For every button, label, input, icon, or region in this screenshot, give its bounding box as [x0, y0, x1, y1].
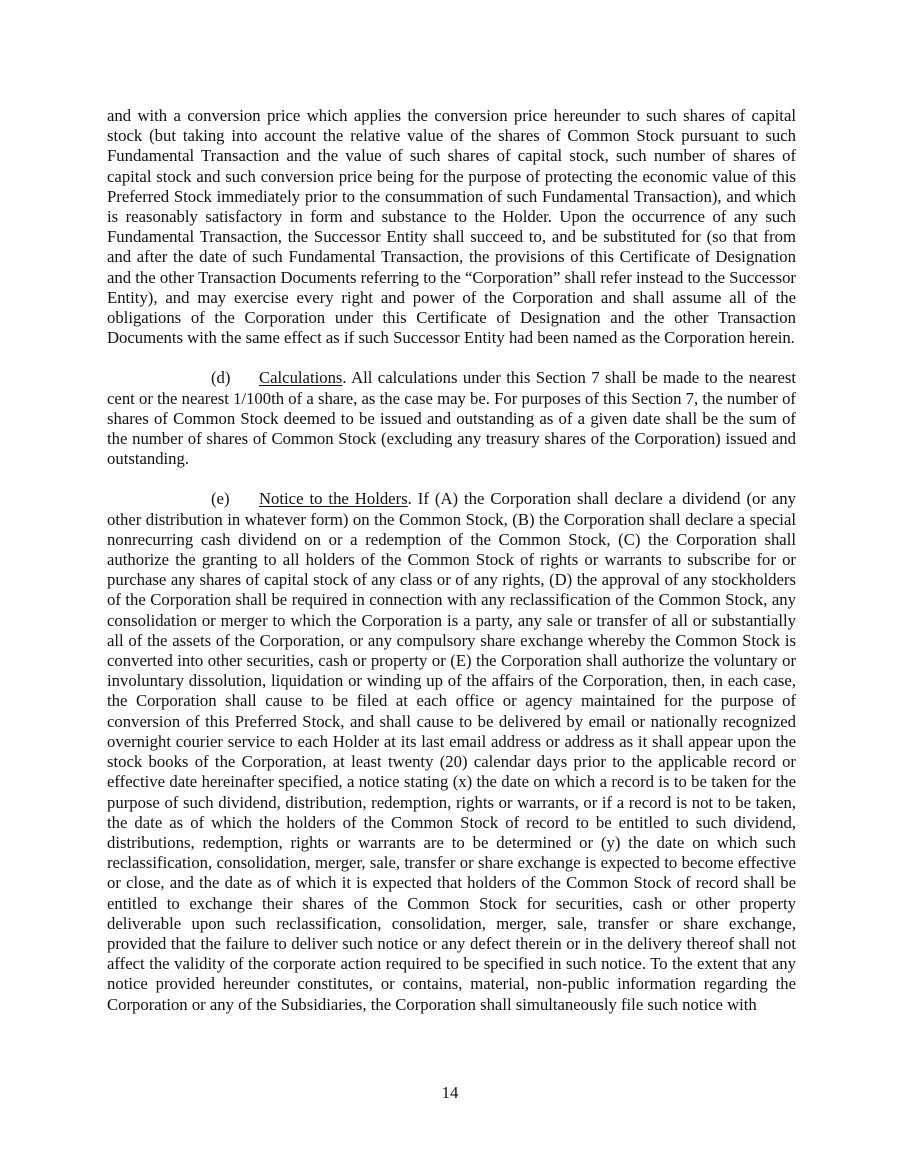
paragraph-text: and with a conversion price which applies the conversion price hereunder to such shares of capital stock (but taking into account the relative value of the shares of Common Stock pursuant to such Fundamental Transaction and the value of such shares of capital stock, such number of shares of capital stock and such conversion price being for the purpose of protecting the economic value of this Preferred Stock immediately prior to the consummation of such Fundamental Transaction), and which is reasonably satisfactory in form and substance to the Holder. Upon the occurrence of any such Fundamental Transaction, the Successor Entity shall succeed to, and be substituted for (so that from and after the date of such Fundamental Transaction, the provisions of this Certificate of Designation and the other Transaction Documents referring to the “Corporation” shall refer instead to the Successor Entity), and may exercise every right and power of the Corporation and shall assume all of the obligations of the Corporation under this Certificate of Designation and the other Transaction Documents with the same effect as if such Successor Entity had been named as the Corporation herein.	[107, 106, 796, 348]
paragraph-d-calculations	[107, 368, 796, 469]
section-label-e: (e)	[211, 489, 230, 509]
section-label-d: (d)	[211, 368, 231, 388]
paragraph-fundamental-transaction-continuation	[107, 106, 796, 348]
paragraph-text: . All calculations under this Section 7 shall be made to the nearest cent or the nearest 1/100th of a share, as the case may be. For purposes of this Section 7, the number of shares of Common Stock deemed to be issued and outstanding as of a given date shall be the sum of the number of shares of Common Stock (excluding any treasury shares of the Corporation) issued and outstanding.	[107, 368, 796, 469]
paragraph-text: . If (A) the Corporation shall declare a dividend (or any other distribution in whatever form) on the Common Stock, (B) the Corporation shall declare a special nonrecurring cash dividend on or a redemption of the Common Stock, (C) the Corporation shall authorize the granting to all holders of the Common Stock of rights or warrants to subscribe for or purchase any shares of capital stock of any class or of any rights, (D) the approval of any stockholders of the Corporation shall be required in connection with any reclassification of the Common Stock, any consolidation or merger to which the Corporation is a party, any sale or transfer of all or substantially all of the assets of the Corporation, or any compulsory share exchange whereby the Common Stock is converted into other securities, cash or property or (E) the Corporation shall authorize the voluntary or involuntary dissolution, liquidation or winding up of the affairs of the Corporation, then, in each case, the Corporation shall cause to be filed at each office or agency maintained for the purpose of conversion of this Preferred Stock, and shall cause to be delivered by email or nationally recognized overnight courier service to each Holder at its last email address or address as it shall appear upon the stock books of the Corporation, at least twenty (20) calendar days prior to the applicable record or effective date hereinafter specified, a notice stating (x) the date on which a record is to be taken for the purpose of such dividend, distribution, redemption, rights or warrants, or if a record is not to be taken, the date as of which the holders of the Common Stock of record to be entitled to such dividend, distributions, redemption, rights or warrants are to be determined or (y) the date on which such reclassification, consolidation, merger, sale, transfer or share exchange is expected to become effective or close, and the date as of which it is expected that holders of the Common Stock of record shall be entitled to exchange their shares of the Common Stock for securities, cash or other property deliverable upon such reclassification, consolidation, merger, sale, transfer or share exchange, provided that the failure to deliver such notice or any defect therein or in the delivery thereof shall not affect the validity of the corporate action required to be specified in such notice. To the extent that any notice provided hereunder constitutes, or contains, material, non-public information regarding the Corporation or any of the Subsidiaries, the Corporation shall simultaneously file such notice with	[107, 489, 796, 1014]
page-number: 14	[441, 1083, 459, 1102]
section-heading-notice-to-the-holders: Notice to the Holders	[259, 489, 408, 509]
paragraph-e-notice-to-holders	[107, 489, 796, 1014]
section-heading-calculations: Calculations	[259, 368, 343, 388]
document-body	[107, 106, 796, 1015]
